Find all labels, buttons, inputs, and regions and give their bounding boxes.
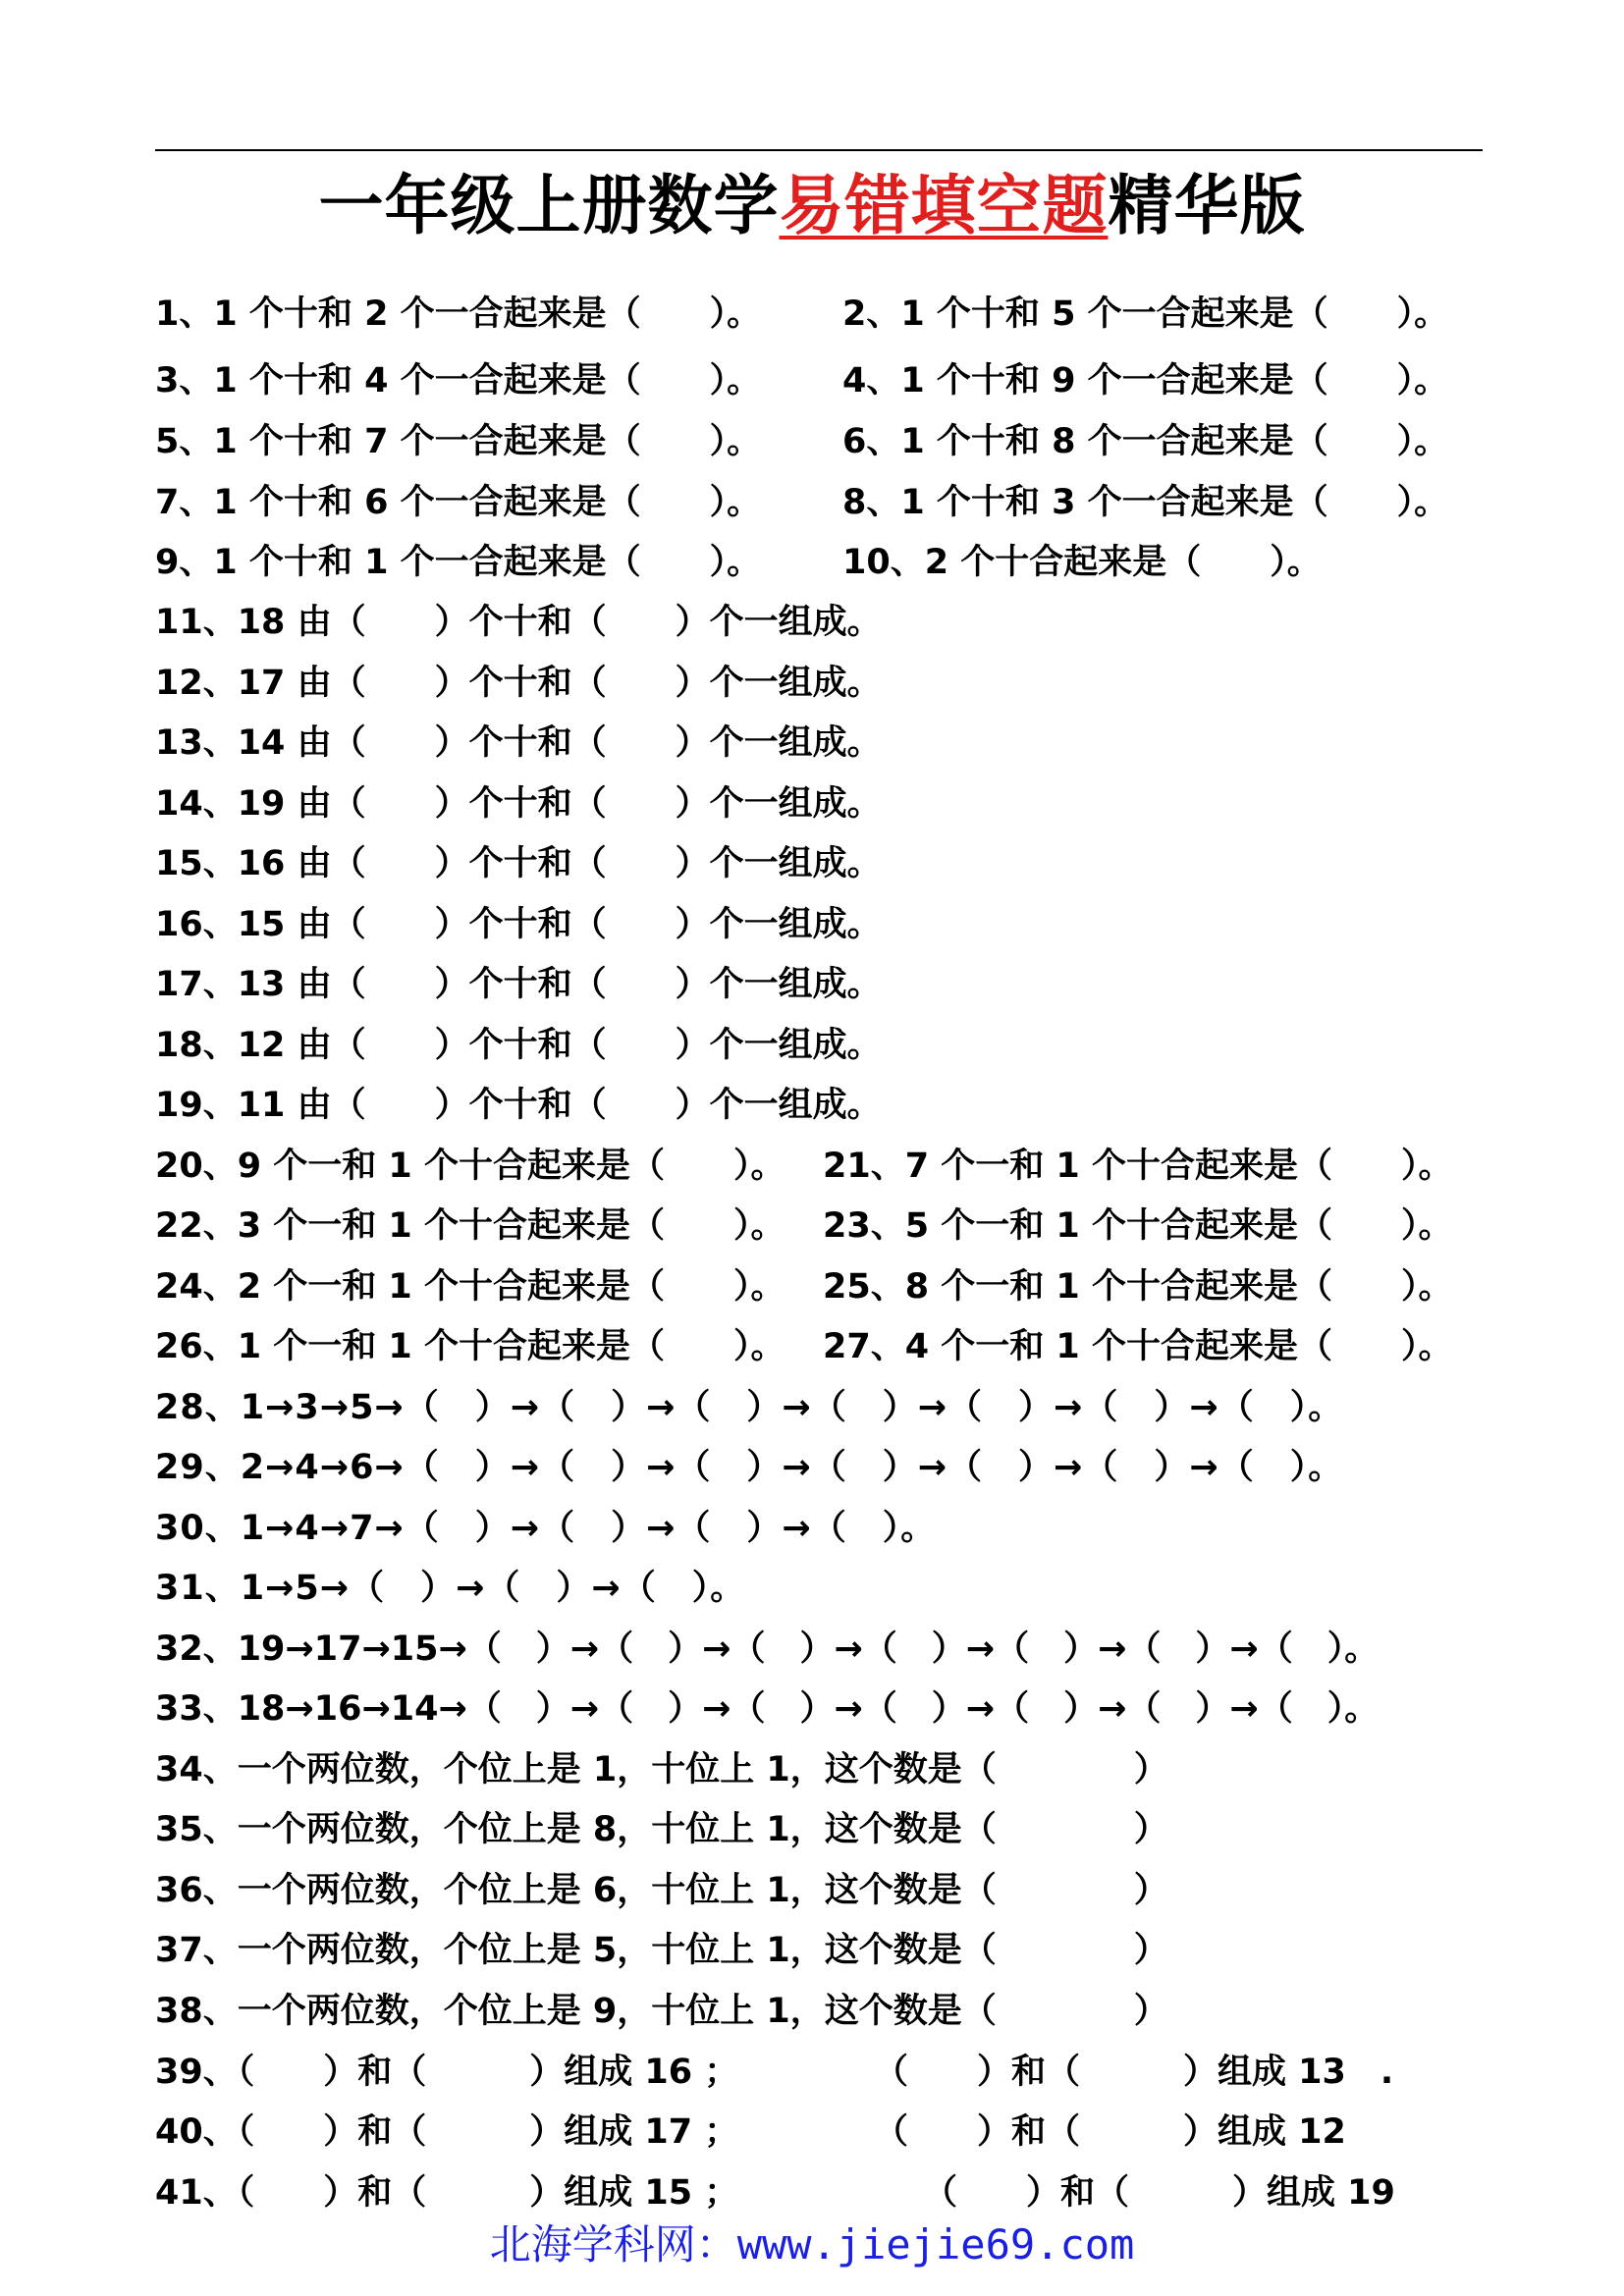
question-6: 6、1 个十和 8 个一合起来是（ ）。: [842, 422, 1449, 461]
question-8: 8、1 个十和 3 个一合起来是（ ）。: [842, 483, 1449, 522]
top-rule: [155, 149, 1483, 151]
question-1: 1、1 个十和 2 个一合起来是（ ）。: [155, 294, 762, 334]
question-3: 3、1 个十和 4 个一合起来是（ ）。: [155, 361, 762, 400]
question-32: 32、19→17→15→（ ）→（ ）→（ ）→（ ）→（ ）→（ ）→（ ）。: [155, 1629, 1380, 1669]
question-40-b: （ ）和（ ）组成 12: [874, 2112, 1346, 2152]
question-4: 4、1 个十和 9 个一合起来是（ ）。: [842, 361, 1449, 400]
question-11: 11、18 由（ ）个十和（ ）个一组成。: [155, 603, 882, 642]
question-35: 35、一个两位数，个位上是 8，十位上 1，这个数是（ ）: [155, 1810, 1168, 1849]
question-33: 33、18→16→14→（ ）→（ ）→（ ）→（ ）→（ ）→（ ）→（ ）。: [155, 1689, 1380, 1729]
question-2: 2、1 个十和 5 个一合起来是（ ）。: [842, 294, 1449, 334]
question-29: 29、2→4→6→（ ）→（ ）→（ ）→（ ）→（ ）→（ ）→（ ）。: [155, 1448, 1344, 1487]
page-title: [0, 162, 1624, 250]
question-21: 21、7 个一和 1 个十合起来是（ ）。: [823, 1147, 1453, 1186]
title-highlight: 易错填空题: [779, 168, 1109, 243]
question-24: 24、2 个一和 1 个十合起来是（ ）。: [155, 1267, 785, 1307]
question-26: 26、1 个一和 1 个十合起来是（ ）。: [155, 1327, 785, 1366]
question-5: 5、1 个十和 7 个一合起来是（ ）。: [155, 422, 762, 461]
question-23: 23、5 个一和 1 个十合起来是（ ）。: [823, 1206, 1453, 1246]
question-18: 18、12 由（ ）个十和（ ）个一组成。: [155, 1026, 882, 1065]
question-30: 30、1→4→7→（ ）→（ ）→（ ）→（ ）。: [155, 1509, 937, 1548]
question-28: 28、1→3→5→（ ）→（ ）→（ ）→（ ）→（ ）→（ ）→（ ）。: [155, 1388, 1344, 1427]
question-41: 41、（ ）和（ ）组成 15 ；: [155, 2173, 739, 2213]
footer-watermark: [0, 2220, 1624, 2269]
question-12: 12、17 由（ ）个十和（ ）个一组成。: [155, 664, 882, 703]
title-suffix: 精华版: [1108, 168, 1306, 243]
question-17: 17、13 由（ ）个十和（ ）个一组成。: [155, 965, 882, 1004]
question-22: 22、3 个一和 1 个十合起来是（ ）。: [155, 1206, 785, 1246]
question-9: 9、1 个十和 1 个一合起来是（ ）。: [155, 543, 762, 582]
question-38: 38、一个两位数，个位上是 9，十位上 1，这个数是（ ）: [155, 1992, 1168, 2031]
question-36: 36、一个两位数，个位上是 6，十位上 1，这个数是（ ）: [155, 1871, 1168, 1910]
question-16: 16、15 由（ ）个十和（ ）个一组成。: [155, 905, 882, 944]
question-34: 34、一个两位数，个位上是 1，十位上 1，这个数是（ ）: [155, 1750, 1168, 1789]
footer-url[interactable]: www.jiejie69.com: [736, 2220, 1135, 2269]
question-37: 37、一个两位数，个位上是 5，十位上 1，这个数是（ ）: [155, 1931, 1168, 1970]
question-31: 31、1→5→（ ）→（ ）→（ ）。: [155, 1569, 746, 1608]
question-25: 25、8 个一和 1 个十合起来是（ ）。: [823, 1267, 1453, 1307]
question-19: 19、11 由（ ）个十和（ ）个一组成。: [155, 1086, 882, 1125]
question-39: 39、（ ）和（ ）组成 16 ；: [155, 2053, 739, 2092]
question-15: 15、16 由（ ）个十和（ ）个一组成。: [155, 844, 882, 883]
question-10: 10、2 个十合起来是（ ）。: [842, 543, 1322, 582]
question-40: 40、（ ）和（ ）组成 17 ；: [155, 2112, 739, 2152]
question-14: 14、19 由（ ）个十和（ ）个一组成。: [155, 784, 882, 824]
question-20: 20、9 个一和 1 个十合起来是（ ）。: [155, 1147, 785, 1186]
title-prefix: 一年级上册数学: [318, 168, 780, 243]
question-13: 13、14 由（ ）个十和（ ）个一组成。: [155, 723, 882, 763]
question-7: 7、1 个十和 6 个一合起来是（ ）。: [155, 483, 762, 522]
question-41-b: （ ）和（ ）组成 19: [923, 2173, 1395, 2213]
question-27: 27、4 个一和 1 个十合起来是（ ）。: [823, 1327, 1453, 1366]
footer-label: 北海学科网：: [489, 2220, 737, 2269]
question-39-b: （ ）和（ ）组成 13 .: [874, 2053, 1394, 2092]
